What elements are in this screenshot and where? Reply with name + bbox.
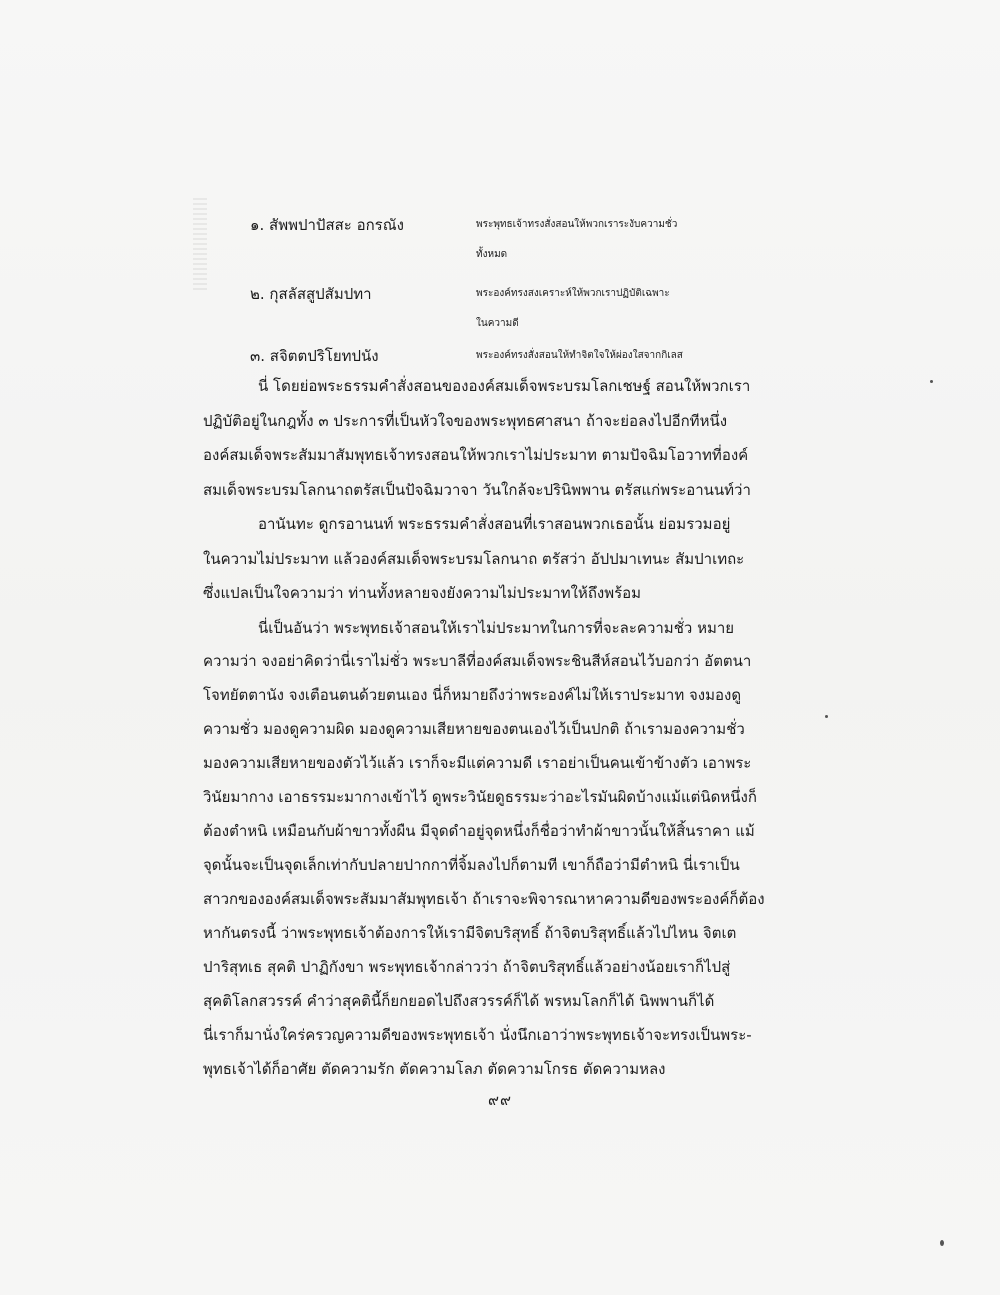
- list-item-2: [250, 279, 820, 339]
- paragraph-line: องค์สมเด็จพระสัมมาสัมพุทธเจ้าทรงสอนให้พวกเราไม่ประมาท ตามปัจฉิมโอวาทที่องค์: [203, 446, 749, 464]
- paragraph-line: ปฏิบัติอยู่ในกฎทั้ง ๓ ประการที่เป็นหัวใจของพระพุทธศาสนา ถ้าจะย่อลงไปอีกทีหนึ่ง: [203, 412, 728, 430]
- paragraph-line: ความว่า จงอย่าคิดว่านี่เราไม่ชั่ว พระบาลีที่องค์สมเด็จพระชินสีห์สอนไว้บอกว่า อัตตนา: [203, 652, 752, 670]
- paragraph-line: วินัยมากาง เอาธรรมะมากางเข้าไว้ ดูพระวินัยดูธรรมะว่าอะไรมันผิดบ้างแม้แต่นิดหนึ่งก็: [203, 788, 757, 806]
- list-item-3: [250, 341, 820, 371]
- paragraph-line: มองความเสียหายของตัวไว้แล้ว เราก็จะมีแต่ความดี เราอย่าเป็นคนเข้าข้างตัว เอาพระ: [203, 754, 752, 772]
- paragraph-line: อานันทะ ดูกรอานนท์ พระธรรมคำสั่งสอนที่เราสอนพวกเธอนั้น ย่อมรวมอยู่: [258, 515, 731, 533]
- paragraph-line: สุคติโลกสวรรค์ คำว่าสุคตินี้ก็ยกยอดไปถึงสวรรค์ก็ได้ พรหมโลกก็ได้ นิพพานก็ได้: [203, 992, 715, 1010]
- paragraph-line: ในความไม่ประมาท แล้วองค์สมเด็จพระบรมโลกนาถ ตรัสว่า อัปปมาเทนะ สัมปาเทถะ: [203, 550, 745, 568]
- paragraph-line: หากันตรงนี้ ว่าพระพุทธเจ้าต้องการให้เรามีจิตบริสุทธิ์ ถ้าจิตบริสุทธิ์แล้วไปไหน จิตเต: [203, 924, 737, 942]
- paragraph-line: ซึ่งแปลเป็นใจความว่า ท่านทั้งหลายจงยังความไม่ประมาทให้ถึงพร้อม: [203, 584, 642, 602]
- scan-speck: [930, 380, 933, 383]
- list-item-description: [476, 341, 820, 371]
- list-item-description: [476, 210, 820, 270]
- scan-artifact: [193, 195, 207, 290]
- paragraph-line: สาวกขององค์สมเด็จพระสัมมาสัมพุทธเจ้า ถ้าเราจะพิจารณาหาความดีของพระองค์ก็ต้อง: [203, 890, 765, 908]
- page-number: ๙๙: [488, 1091, 512, 1109]
- list-item-description-line: ในความดี: [476, 318, 519, 329]
- list-item-term: ๑. สัพพปาปัสสะ อกรณัง: [250, 216, 404, 234]
- scan-speck: [825, 715, 828, 718]
- paragraph-line: โจทยัตตานัง จงเตือนตนด้วยตนเอง นี่ก็หมายถึงว่าพระองค์ไม่ให้เราประมาท จงมองดู: [203, 686, 742, 704]
- list-item-description-line: พระองค์ทรงสั่งสอนให้ทำจิตใจให้ผ่องใสจากกิเลส: [476, 350, 683, 361]
- list-item-1: [250, 210, 820, 270]
- paragraph-line: พุทธเจ้าได้ก็อาศัย ตัดความรัก ตัดความโลภ ตัดความโกรธ ตัดความหลง: [203, 1060, 666, 1078]
- list-item-description-line: พระองค์ทรงสงเคราะห์ให้พวกเราปฏิบัติเฉพาะ: [476, 288, 670, 299]
- paragraph-line: นี่เราก็มานั่งใคร่ครวญความดีของพระพุทธเจ้า นั่งนึกเอาว่าพระพุทธเจ้าจะทรงเป็นพระ-: [203, 1026, 752, 1044]
- paragraph-line: ความชั่ว มองดูความผิด มองดูความเสียหายของตนเองไว้เป็นปกติ ถ้าเรามองความชั่ว: [203, 720, 745, 738]
- paragraph-line: สมเด็จพระบรมโลกนาถตรัสเป็นปัจฉิมวาจา วันใกล้จะปรินิพพาน ตรัสแก่พระอานนท์ว่า: [203, 481, 751, 499]
- list-item-description-line: ทั้งหมด: [476, 249, 508, 260]
- paragraph-line: ต้องตำหนิ เหมือนกับผ้าขาวทั้งผืน มีจุดดำอยู่จุดหนึ่งก็ชื่อว่าทำผ้าขาวนั้นให้สิ้นราคา แม้: [203, 822, 755, 840]
- list-item-description-line: พระพุทธเจ้าทรงสั่งสอนให้พวกเราระงับความชั่ว: [476, 219, 678, 230]
- paragraph-line: จุดนั้นจะเป็นจุดเล็กเท่ากับปลายปากกาที่จิ้มลงไปก็ตามที เขาก็ถือว่ามีตำหนิ นี่เราเป็น: [203, 856, 740, 874]
- paragraph-line: นี่เป็นอันว่า พระพุทธเจ้าสอนให้เราไม่ประมาทในการที่จะละความชั่ว หมาย: [258, 619, 735, 637]
- scan-speck: [940, 1240, 944, 1246]
- paragraph-line: ปาริสุทเธ สุคติ ปาฏิกังขา พระพุทธเจ้ากล่าวว่า ถ้าจิตบริสุทธิ์แล้วอย่างน้อยเราก็ไปสู่: [203, 958, 731, 976]
- list-item-term: ๓. สจิตตปริโยทปนัง: [250, 347, 379, 365]
- list-item-term: ๒. กุสลัสสูปสัมปทา: [250, 285, 372, 303]
- paragraph-line: นี่ โดยย่อพระธรรมคำสั่งสอนขององค์สมเด็จพระบรมโลกเชษฐ์ สอนให้พวกเรา: [258, 377, 751, 395]
- list-item-description: [476, 279, 820, 339]
